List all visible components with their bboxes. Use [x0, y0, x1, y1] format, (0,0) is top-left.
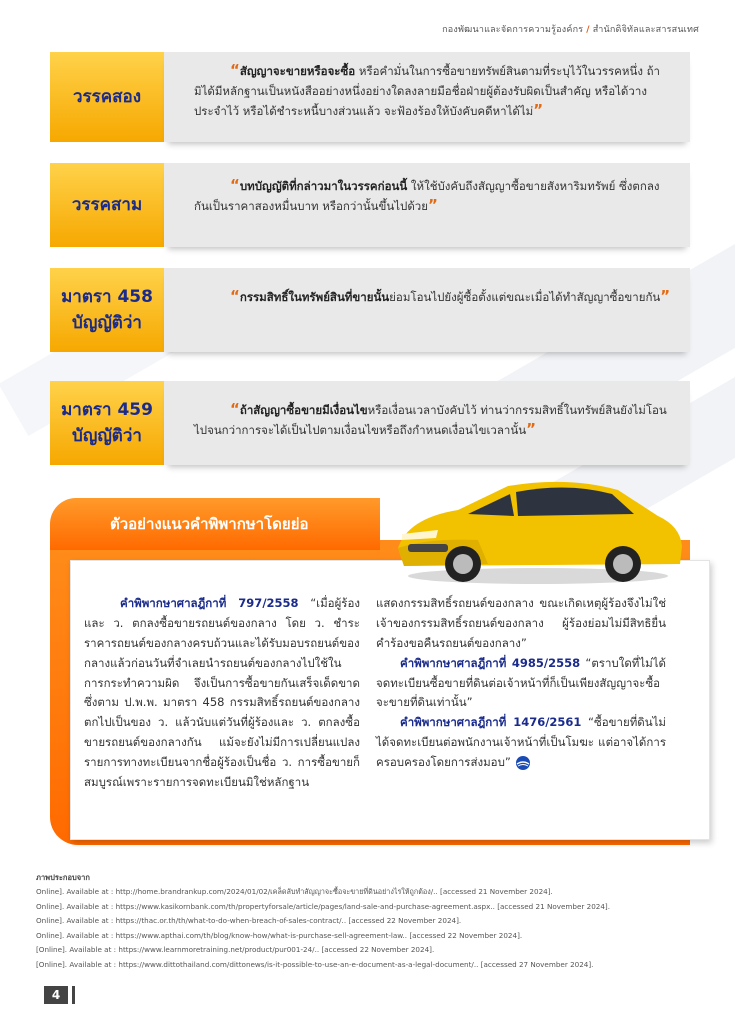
section-label-line: มาตรา 459	[61, 399, 153, 420]
section-label	[50, 268, 164, 352]
section-label	[50, 163, 164, 247]
close-quote: ”	[428, 195, 438, 214]
section-label-line: มาตรา 458	[61, 286, 153, 307]
case-text: “ตราบใดที่ไม่ได้จดทะเบียนซื้อขายที่ดินต่อเจ้าหน้าที่ก็เป็นเพียงสัญญาจะซื้อจะขายที่ดินเท่านั้น”	[376, 655, 666, 710]
references-title: ภาพประกอบจาก	[36, 873, 90, 882]
section-content	[164, 163, 690, 247]
header-separator: /	[586, 25, 590, 35]
case-text: แสดงกรรมสิทธิ์รถยนต์ของกลาง ขณะเกิดเหตุผู้ร้องจึงไม่ใช่เจ้าของกรรมสิทธิ์รถยนต์ของกลาง ผู้ร้องย่อมไม่มีสิทธิยื่นคำร้องขอคืนรถยนต์ของกลาง”	[376, 596, 666, 650]
case-citation: คำพิพากษาศาลฎีกาที่ 797/2558	[120, 596, 299, 610]
example-right-column	[376, 594, 666, 773]
section-keyword: สัญญาจะขายหรือจะซื้อ	[239, 64, 356, 78]
references	[36, 870, 716, 972]
section-text: ย่อมโอนไปยังผู้ซื้อตั้งแต่ขณะเมื่อได้ทำสัญญาซื้อขายกัน	[389, 290, 661, 304]
case-citation: คำพิพากษาศาลฎีกาที่ 4985/2558	[400, 655, 581, 670]
case-text: “ซื้อขายที่ดินไม่ได้จดทะเบียนต่อพนักงานเจ้าหน้าที่เป็นโมฆะ แต่อาจได้การครอบครองโดยการส่งมอบ”	[376, 715, 666, 770]
section-keyword: ถ้าสัญญาซื้อขายมีเงื่อนไข	[239, 403, 368, 417]
law-section	[50, 163, 690, 247]
close-quote: ”	[533, 100, 544, 119]
example-left-column	[84, 594, 360, 793]
reference-item: [Online]. Available at : https://www.dittothailand.com/dittonews/is-it-possible-to-use-an-e-document-as-a-legal-document/.. [accessed 27 November 2024].	[36, 959, 594, 969]
section-text: ให้ใช้บังคับถึงสัญญาซื้อขายสังหาริมทรัพย์ ซึ่งตกลงกันเป็นราคาสองหมื่นบาท หรือกว่านั้นขึ้นไปด้วย	[194, 179, 660, 213]
section-content	[164, 52, 690, 142]
reference-item: Online]. Available at : https://www.apthai.com/th/blog/know-how/what-is-purchase-sell-agreement-law.. [accessed 22 November 2024].	[36, 930, 523, 940]
yellow-car-image	[368, 468, 690, 588]
reference-item: Online]. Available at : https://www.kasikornbank.com/th/propertyforsale/article/pages/land-sale-and-purchase-agreement.aspx.. [accessed 21 November 2024].	[36, 901, 611, 911]
case-citation: คำพิพากษาศาลฎีกาที่ 1476/2561	[400, 715, 582, 730]
case-paragraph	[376, 713, 666, 773]
reference-item: [Online]. Available at : https://www.learnmoretraining.net/product/pur001-24/.. [accessed 22 November 2024].	[36, 945, 435, 955]
open-quote: “	[230, 176, 240, 194]
example-title: ตัวอย่างแนวคำพิพากษาโดยย่อ	[50, 498, 380, 550]
section-label-line: บัญญัติว่า	[72, 426, 142, 446]
case-text: “เมื่อผู้ร้องและ ว. ตกลงซื้อขายรถยนต์ของกลาง โดย ว. ชำระราคารถยนต์ของกลางครบถ้วนและได้รับมอบรถยนต์ของกลางแล้วก่อนวันที่จำเลยนำรถยนต์ของกลางไปใช้ในการกระทำความผิด จึงเป็นการซื้อขายกันเสร็จเด็ดขาด ซึ่งตาม ป.พ.พ. มาตรา 458 กรรมสิทธิ์รถยนต์ของกลางตกไปเป็นของ ว. แล้วนับแต่วันที่ผู้ร้องและ ว. ตกลงซื้อขายรถยนต์ของกลางกัน แม้จะยังไม่มีการเปลี่ยนแปลงรายการทางทะเบียนจากชื่อผู้ร้องเป็นชื่อ ว. การซื้อขายก็สมบูรณ์เพราะรายการจดทะเบียนมิใช่หลักฐาน	[84, 596, 361, 790]
section-content	[164, 381, 690, 465]
section-label-line: บัญญัติว่า	[72, 313, 142, 333]
section-label	[50, 52, 164, 142]
law-section	[50, 381, 690, 465]
open-quote: “	[230, 61, 240, 79]
section-label-line: วรรคสอง	[72, 86, 142, 107]
header-left: กองพัฒนาและจัดการความรู้องค์กร	[442, 25, 584, 35]
header-right: สำนักดิจิทัลและสารสนเทศ	[592, 25, 699, 35]
section-keyword: บทบัญญัติที่กล่าวมาในวรรคก่อนนี้	[239, 179, 408, 193]
reference-item: Online]. Available at : http://home.brandrankup.com/2024/01/02/เคล็ดลับทำสัญญาจะซื้อจะขายที่ดินอย่างไรให้ถูกต้อง/.. [accessed 21 November 2024].	[36, 887, 553, 897]
section-label-line: วรรคสาม	[71, 194, 143, 215]
section-text: หรือเงื่อนเวลาบังคับไว้ ท่านว่ากรรมสิทธิ์ในทรัพย์สินยังไม่โอนไปจนกว่าการจะได้เป็นไปตามเงื่อนไขหรือถึงกำหนดเงื่อนไขเวลานั้น	[194, 403, 667, 437]
reference-item: Online]. Available at : https://thac.or.th/th/what-to-do-when-breach-of-sales-contract/.. [accessed 22 November 2024].	[36, 916, 462, 926]
section-content	[164, 268, 690, 352]
law-section	[50, 52, 690, 142]
section-keyword: กรรมสิทธิ์ในทรัพย์สินที่ขายนั้น	[239, 290, 390, 304]
court-logo-icon	[515, 755, 531, 771]
open-quote: “	[230, 287, 240, 305]
close-quote: ”	[660, 287, 671, 305]
close-quote: ”	[526, 419, 536, 438]
open-quote: “	[230, 400, 240, 418]
section-label	[50, 381, 164, 465]
page-header	[442, 22, 699, 36]
case-paragraph	[376, 654, 666, 714]
page-number-bar	[72, 986, 75, 1004]
page-number: 4	[44, 986, 68, 1004]
law-section	[50, 268, 690, 352]
section-text: หรือคำมั่นในการซื้อขายทรัพย์สินตามที่ระบุไว้ในวรรคหนึ่ง ถ้ามิได้มีหลักฐานเป็นหนังสืออย่างหนึ่งอย่างใดลงลายมือชื่อฝ่ายผู้ต้องรับผิดเป็นสำคัญ หรือได้วางประจำไว้ หรือได้ชำระหนี้บางส่วนแล้ว จะฟ้องร้องให้บังคับคดีหาได้ไม่	[194, 64, 661, 118]
